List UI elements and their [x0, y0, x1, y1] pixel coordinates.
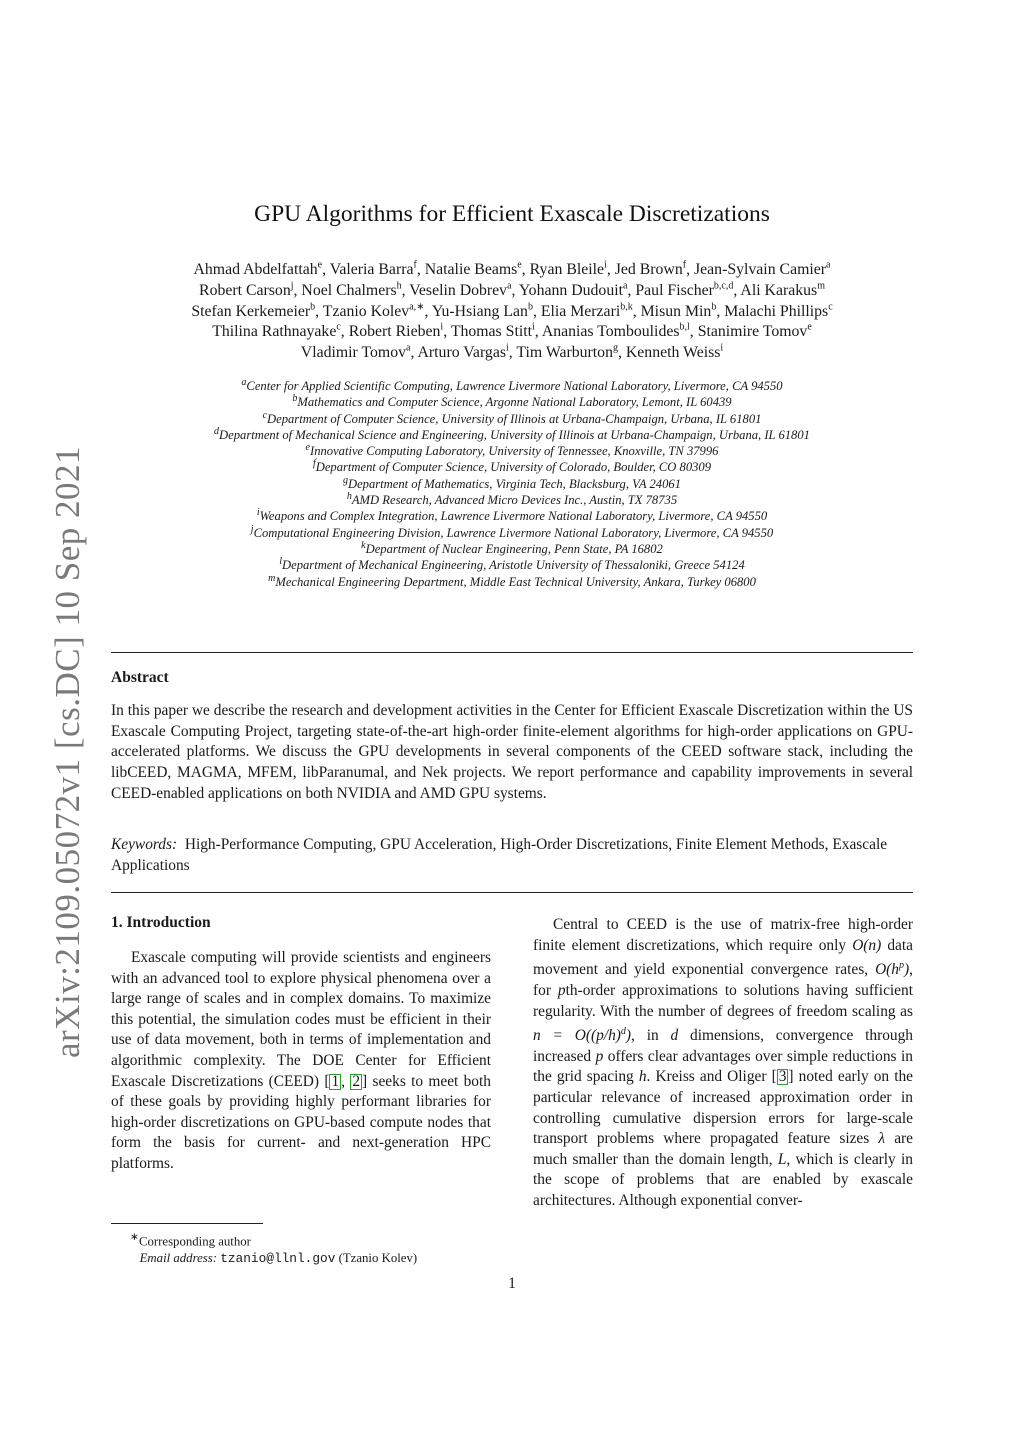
footnote: [130, 1229, 417, 1267]
author-affiliation-mark: i: [440, 322, 444, 334]
author-name: Paul Fischer: [635, 281, 714, 299]
affiliation-line: $^d$Department of Mechanical Science and Engineering, University of Illinois at Urbana-Champaign, Urbana, IL 61801: [214, 425, 810, 442]
author-name: Yu-Hsiang Lan: [431, 302, 528, 320]
affiliation-line: $^e$Innovative Computing Laboratory, University of Tennessee, Knoxville, TN 37996: [305, 442, 719, 459]
affiliation-line: $^l$Department of Mechanical Engineering, Aristotle University of Thessaloniki, Greece 54124: [279, 556, 745, 573]
page-number: 1: [508, 1275, 516, 1292]
affiliation-line: $^c$Department of Computer Science, University of Illinois at Urbana-Champaign, Urbana, IL 61801: [262, 409, 762, 426]
author-affiliation-mark: e: [517, 259, 522, 271]
author-name: Stanimire Tomov: [697, 323, 808, 341]
math-inline: $O(h^p)$: [875, 960, 910, 979]
author-affiliation-mark: b: [527, 301, 533, 313]
math-inline: O(n): [852, 936, 882, 954]
affiliation-line: $^b$Mathematics and Computer Science, Argonne National Laboratory, Lemont, IL 60439: [292, 393, 732, 410]
author-affiliation-mark: m: [817, 280, 825, 292]
citation-link[interactable]: 1: [331, 1072, 340, 1090]
author-name: Valeria Barra: [329, 261, 414, 278]
intro-paragraph: Exascale computing will provide scientists and engineers with an advanced tool to explore physical phenomena over a large range of scales and in complex domains. To maximize this potential, the simulation codes must be efficient in their use of data movement, both in terms of implementation and algorithmic complexity. The DOE Center for Efficient Exascale Discretizations (CEED) [ 1 , 2 ] seeks to meet both of these goals by providing highly performant libraries for high-order discretizations on GPU-based compute nodes that form the basis for current- and next-generation HPC platforms.: [111, 949, 491, 1172]
author-name: Tim Warburton: [516, 344, 613, 362]
author-name: Malachi Phillips: [724, 302, 829, 320]
author-name: Robert Rieben: [348, 323, 441, 341]
author-name: Jed Brown: [614, 261, 683, 278]
author-name: Stefan Kerkemeier: [191, 302, 311, 320]
author-name: Yohann Dudouit: [518, 281, 624, 299]
author-name: Arturo Vargas: [417, 344, 506, 362]
author-affiliation-mark: a: [623, 280, 628, 292]
keywords-label: Keywords:: [111, 836, 178, 853]
author-affiliation-mark: i: [604, 259, 607, 271]
email-link[interactable]: tzanio@llnl.gov: [220, 1251, 336, 1267]
author-name: Kenneth Weiss: [625, 344, 721, 362]
arxiv-identifier-stamp: arXiv:2109.05072v1 [cs.DC] 10 Sep 2021: [48, 445, 87, 1059]
author-name: Jean-Sylvain Camier: [694, 261, 827, 278]
author-name: Misun Min: [640, 302, 712, 320]
keywords: [111, 835, 913, 876]
affiliation-line: $^a$Center for Applied Scientific Computing, Lawrence Livermore National Laboratory, Livermore, CA 94550: [241, 376, 783, 393]
author-affiliation-mark: b: [711, 301, 717, 313]
author-name: Noel Chalmers: [301, 281, 397, 299]
footnote-rule: [111, 1223, 263, 1224]
author-affiliation-mark: e: [317, 259, 323, 271]
author-name: Natalie Beams: [424, 261, 518, 278]
author-name: Ryan Bleile: [529, 261, 605, 278]
author-name: Thomas Stitt: [450, 323, 532, 341]
author-name: Thilina Rathnayake: [212, 323, 337, 341]
section-heading-introduction: 1. Introduction: [111, 914, 211, 931]
author-affiliation-mark: h: [396, 280, 402, 292]
author-affiliation-mark: i: [720, 342, 724, 354]
author-affiliation-mark: b,l: [679, 322, 690, 334]
author-affiliation-mark: b,c,d: [713, 280, 734, 292]
author-affiliation-mark: b: [310, 301, 316, 313]
author-list: [112, 260, 912, 364]
author-name: Tzanio Kolev: [322, 302, 410, 320]
author-affiliation-mark: a,∗: [409, 301, 425, 313]
author-affiliation-mark: e: [807, 322, 812, 334]
abstract-text: In this paper we describe the research and development activities in the Center for Efficient Exascale Discretization within the US Exascale Computing Project, targeting state-of-the-art high-order finite-element algorithms for high-order applications on GPU-accelerated platforms. We discuss the GPU developments in several components of the CEED software stack, including the libCEED, MAGMA, MFEM, libParanumal, and Nek projects. We report performance and capability improvements in several CEED-enabled applications on both NVIDIA and AMD GPU systems.: [111, 702, 913, 802]
author-affiliation-mark: f: [413, 259, 417, 271]
author-name: Ali Karakus: [740, 281, 818, 299]
abstract-heading: Abstract: [111, 669, 169, 686]
keywords-text: High-Performance Computing, GPU Acceleration, High-Order Discretizations, Finite Element Methods, Exascale Applications: [111, 836, 888, 874]
affiliation-line: $^j$Computational Engineering Division, Lawrence Livermore National Laboratory, Livermore, CA 94550: [250, 523, 774, 540]
author-name: Robert Carson: [199, 281, 291, 299]
author-name: Vladimir Tomov: [300, 344, 407, 362]
author-line: Vladimir Tomov$^a$, Arturo Vargas$^i$, Tim Warburton$^g$, Kenneth Weiss$^i$: [300, 342, 724, 362]
intro-paragraph-continued: Central to CEED is the use of matrix-free high-order finite element discretizations, which require only O(n) data movement and yield exponential convergence rates, $O(h^p)$, for pth-order approximations to solutions having sufficient regularity. With the number of degrees of freedom scaling as $n = O((p/h)^d)$, in d dimensions, convergence through increased p offers clear advantages over simple reductions in the grid spacing h. Kreiss and Oliger [ 3 ] noted early on the particular relevance of increased approximation order in controlling cumulative dispersion errors for large-scale transport problems where propagated feature sizes λ are much smaller than the domain length, L, which is clearly in the scope of problems that are enabled by exascale architectures. Although exponential conver-: [533, 916, 913, 1209]
author-affiliation-mark: c: [336, 322, 341, 334]
abstract-bottom-rule: [111, 892, 913, 893]
author-affiliation-mark: i: [532, 322, 535, 334]
citation-link[interactable]: 3: [778, 1068, 787, 1086]
author-name: Ahmad Abdelfattah: [193, 261, 318, 278]
author-affiliation-mark: a: [507, 280, 512, 292]
author-affiliation-mark: b,k: [620, 301, 633, 313]
affiliation-line: $^h$AMD Research, Advanced Micro Devices Inc., Austin, TX 78735: [346, 490, 678, 508]
affiliation-line: $^g$Department of Mathematics, Virginia Tech, Blacksburg, VA 24061: [343, 474, 681, 491]
footnote-corresponding: ∗Corresponding author: [130, 1232, 251, 1249]
author-affiliation-mark: a: [826, 259, 831, 271]
affiliation-list: [112, 378, 912, 590]
author-line: Robert Carson$^j$, Noel Chalmers$^h$, Veselin Dobrev$^a$, Yohann Dudouit$^a$, Paul Fischer$^{b,c,d}$, Ali Karakus$^m$: [199, 280, 825, 299]
abstract-top-rule: [111, 652, 913, 653]
author-line: Ahmad Abdelfattah$^e$, Valeria Barra$^f$, Natalie Beams$^e$, Ryan Bleile$^i$, Jed Brown$^f$, Jean-Sylvain Camier$^a$: [193, 259, 831, 278]
math-inline: $n = O((p/h)^d)$: [533, 1026, 632, 1045]
affiliation-line: $^i$Weapons and Complex Integration, Lawrence Livermore National Laboratory, Livermore, CA 94550: [256, 507, 768, 524]
footnote-email: Email address: tzanio@llnl.gov (Tzanio Kolev): [139, 1251, 418, 1267]
author-name: Veselin Dobrev: [409, 281, 508, 299]
paper-title: GPU Algorithms for Efficient Exascale Discretizations: [254, 201, 770, 227]
author-affiliation-mark: c: [828, 301, 833, 313]
author-affiliation-mark: g: [612, 342, 618, 354]
author-line: Stefan Kerkemeier$^b$, Tzanio Kolev$^{a,∗}$, Yu-Hsiang Lan$^b$, Elia Merzari$^{b,k}$, Misun Min$^b$, Malachi Phillips$^c$: [191, 301, 833, 320]
affiliation-line: $^m$Mechanical Engineering Department, Middle East Technical University, Ankara, Turkey 06800: [268, 572, 756, 589]
affiliation-line: $^k$Department of Nuclear Engineering, Penn State, PA 16802: [361, 539, 663, 556]
author-affiliation-mark: i: [505, 342, 509, 354]
author-name: Ananias Tomboulides: [541, 323, 680, 341]
citation-link[interactable]: 2: [352, 1072, 361, 1090]
author-line: Thilina Rathnayake$^c$, Robert Rieben$^i$, Thomas Stitt$^i$, Ananias Tomboulides$^{b,l}$, Stanimire Tomov$^e$: [212, 322, 812, 341]
affiliation-line: $^f$Department of Computer Science, University of Colorado, Boulder, CO 80309: [312, 458, 712, 475]
author-affiliation-mark: a: [406, 342, 411, 354]
author-affiliation-mark: f: [682, 259, 687, 271]
author-name: Elia Merzari: [540, 302, 621, 320]
author-affiliation-mark: j: [290, 280, 294, 292]
